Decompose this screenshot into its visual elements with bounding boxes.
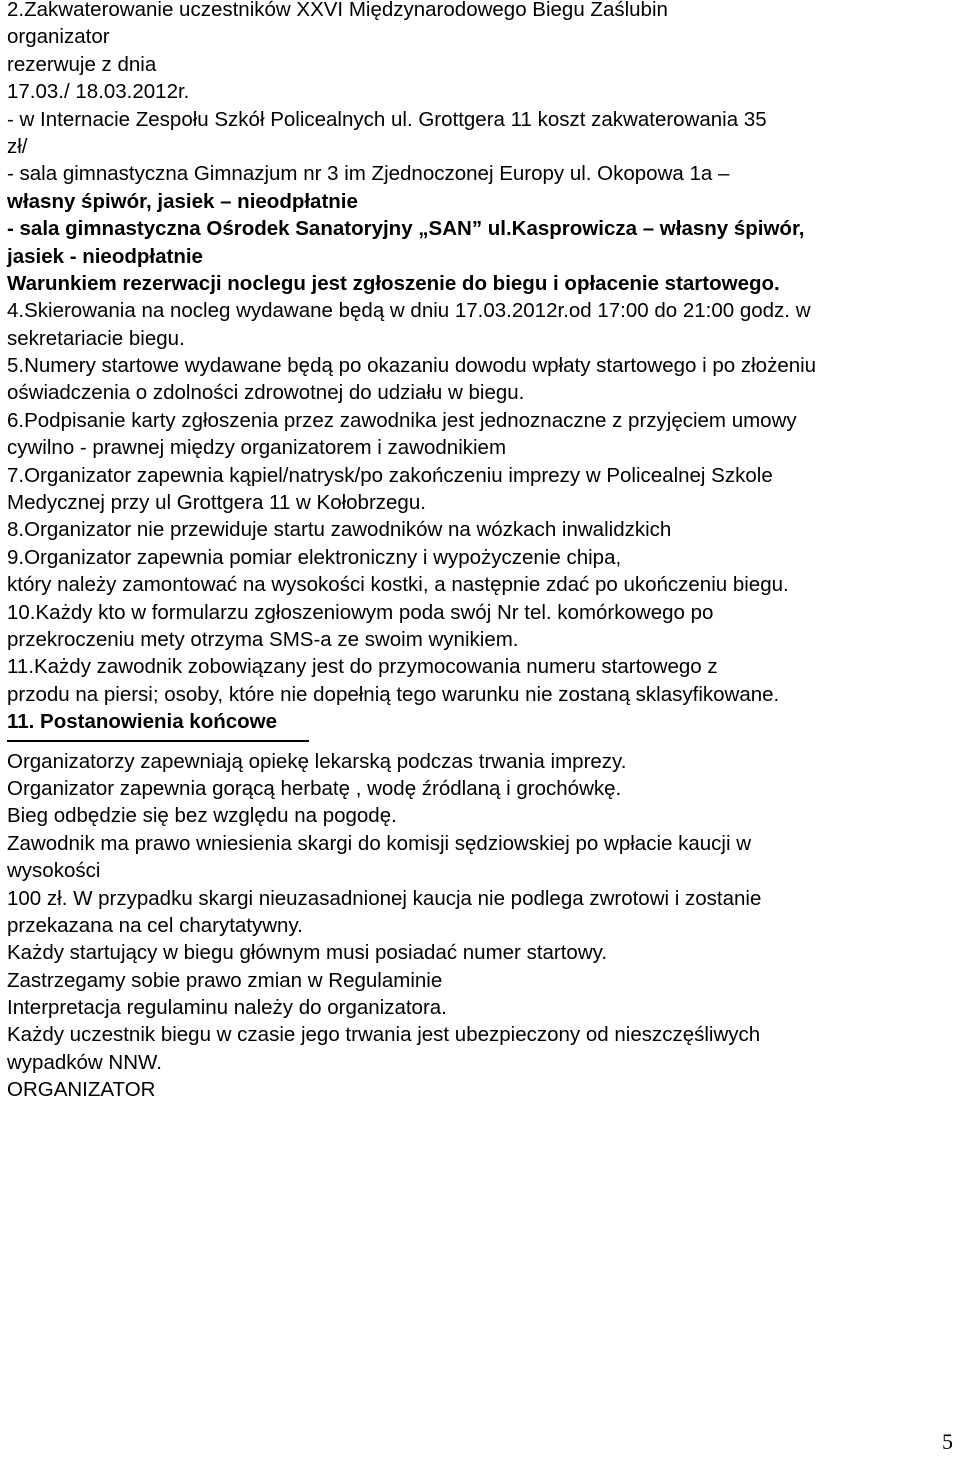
final-provisions-section <box>7 748 955 1104</box>
text-line: Organizator zapewnia gorącą herbatę , wodę źródlaną i grochówkę. <box>7 776 622 800</box>
document-page <box>7 0 955 1104</box>
text-line: Bieg odbędzie się bez względu na pogodę. <box>7 804 397 828</box>
text-line: 17.03./ 18.03.2012r. <box>7 80 190 104</box>
text-line: - sala gimnastyczna Ośrodek Sanatoryjny „SAN” ul.Kasprowicza – własny śpiwór, <box>7 217 805 241</box>
text-line: wysokości <box>7 859 101 883</box>
heading-underline <box>7 740 309 742</box>
text-line: jasiek - nieodpłatnie <box>7 244 203 268</box>
text-line: 100 zł. W przypadku skargi nieuzasadnionej kaucja nie podlega zwrotowi i zostanie <box>7 886 762 910</box>
text-line: Zawodnik ma prawo wniesienia skargi do komisji sędziowskiej po wpłacie kaucji w <box>7 831 752 855</box>
text-line: sekretariacie biegu. <box>7 326 185 350</box>
text-line: przekazana na cel charytatywny. <box>7 913 303 937</box>
text-line: oświadczenia o zdolności zdrowotnej do udziału w biegu. <box>7 381 525 405</box>
text-line: 5.Numery startowe wydawane będą po okazaniu dowodu wpłaty startowego i po złożeniu <box>7 354 817 378</box>
text-line: Każdy startujący w biegu głównym musi posiadać numer startowy. <box>7 941 608 965</box>
text-line: Każdy uczestnik biegu w czasie jego trwania jest ubezpieczony od nieszczęśliwych <box>7 1023 761 1047</box>
text-line: cywilno - prawnej między organizatorem i zawodnikiem <box>7 436 507 460</box>
text-line: Interpretacja regulaminu należy do organizatora. <box>7 996 447 1020</box>
text-line: - sala gimnastyczna Gimnazjum nr 3 im Zjednoczonej Europy ul. Okopowa 1a – <box>7 162 730 186</box>
accommodation-section <box>7 0 955 297</box>
text-line: rezerwuje z dnia <box>7 52 157 76</box>
section-heading: 11. Postanowienia końcowe <box>7 710 278 734</box>
text-line: który należy zamontować na wysokości kostki, a następnie zdać po ukończeniu biegu. <box>7 573 789 597</box>
text-line: 9.Organizator zapewnia pomiar elektroniczny i wypożyczenie chipa, <box>7 545 622 569</box>
text-line: 11.Każdy zawodnik zobowiązany jest do przymocowania numeru startowego z <box>7 655 718 679</box>
text-line: organizator <box>7 25 110 49</box>
text-line: - w Internacie Zespołu Szkół Policealnych ul. Grottgera 11 koszt zakwaterowania 35 <box>7 107 767 131</box>
text-line: 8.Organizator nie przewiduje startu zawodników na wózkach inwalidzkich <box>7 518 672 542</box>
text-line: Medycznej przy ul Grottgera 11 w Kołobrzegu. <box>7 491 426 515</box>
numbered-rules-section <box>7 297 955 708</box>
text-line: własny śpiwór, jasiek – nieodpłatnie <box>7 189 358 213</box>
text-line: Organizatorzy zapewniają opiekę lekarską podczas trwania imprezy. <box>7 749 627 773</box>
text-line: 2.Zakwaterowanie uczestników XXVI Międzynarodowego Biegu Zaślubin <box>7 0 668 21</box>
text-line: 10.Każdy kto w formularzu zgłoszeniowym poda swój Nr tel. komórkowego po <box>7 600 714 624</box>
text-line: wypadków NNW. <box>7 1050 162 1074</box>
text-line: przodu na piersi; osoby, które nie dopełnią tego warunku nie zostaną sklasyfikowane. <box>7 682 780 706</box>
text-line: 6.Podpisanie karty zgłoszenia przez zawodnika jest jednoznaczne z przyjęciem umowy <box>7 408 797 432</box>
text-line: 7.Organizator zapewnia kąpiel/natrysk/po zakończeniu imprezy w Policealnej Szkole <box>7 463 773 487</box>
text-line: 4.Skierowania na nocleg wydawane będą w dniu 17.03.2012r.od 17:00 do 21:00 godz. w <box>7 299 811 323</box>
signature-line: ORGANIZATOR <box>7 1078 156 1102</box>
text-line: zł/ <box>7 134 28 158</box>
text-line: przekroczeniu mety otrzyma SMS-a ze swoim wynikiem. <box>7 627 519 651</box>
text-line: Warunkiem rezerwacji noclegu jest zgłoszenie do biegu i opłacenie startowego. <box>7 271 780 295</box>
page-number: 5 <box>942 1429 953 1454</box>
text-line: Zastrzegamy sobie prawo zmian w Regulaminie <box>7 968 443 992</box>
